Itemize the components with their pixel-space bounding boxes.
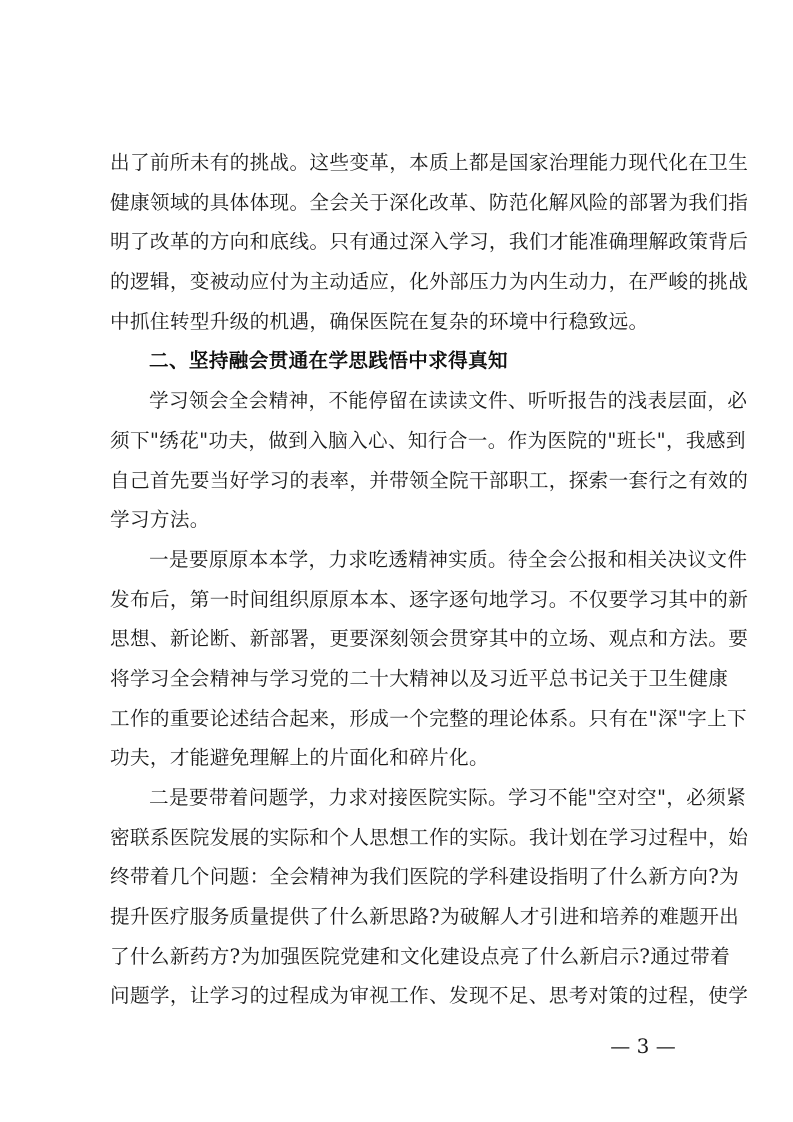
- text-line: 二是要带着问题学，力求对接医院实际。学习不能"空对空"，必须紧: [149, 786, 747, 809]
- text-line: 终带着几个问题：全会精神为我们医院的学科建设指明了什么新方向?为: [110, 865, 740, 889]
- text-line: 密联系医院发展的实际和个人思想工作的实际。我计划在学习过程中，始: [110, 825, 749, 849]
- text-line: 功夫，才能避免理解上的片面化和碎片化。: [110, 746, 489, 770]
- text-line: 学习领会全会精神，不能停留在读读文件、听听报告的浅表层面，必: [149, 389, 748, 413]
- text-line: 了什么新药方?为加强医院党建和文化建设点亮了什么新启示?通过带着: [110, 944, 731, 968]
- text-line: 出了前所未有的挑战。这些变革，本质上都是国家治理能力现代化在卫生: [110, 151, 749, 174]
- text-line: 明了改革的方向和底线。只有通过深入学习，我们才能准确理解政策背后: [110, 230, 749, 254]
- text-line: 思想、新论断、新部署，更要深刻领会贯穿其中的立场、观点和方法。要: [110, 627, 749, 651]
- section-heading: 二、坚持融会贯通在学思践悟中求得真知: [149, 349, 508, 373]
- text-line: 工作的重要论述结合起来，形成一个完整的理论体系。只有在"深"字上下: [110, 706, 747, 730]
- text-line: 将学习全会精神与学习党的二十大精神以及习近平总书记关于卫生健康: [110, 666, 729, 690]
- text-line: 须下"绣花"功夫，做到入脑入心、知行合一。作为医院的"班长"，我感到: [110, 428, 746, 452]
- body-text: [110, 143, 749, 1016]
- text-line: 中抓住转型升级的机遇，确保医院在复杂的环境中行稳致远。: [110, 309, 649, 333]
- text-line: 的逻辑，变被动应付为主动适应，化外部压力为内生动力，在严峻的挑战: [110, 270, 749, 294]
- text-line: 自己首先要当好学习的表率，并带领全院干部职工，探索一套行之有效的: [110, 468, 749, 492]
- page-number: — 3 —: [610, 1034, 676, 1058]
- text-line: 健康领域的具体体现。全会关于深化改革、防范化解风险的部署为我们指: [110, 190, 749, 214]
- text-line: 问题学，让学习的过程成为审视工作、发现不足、思考对策的过程，使学: [110, 984, 749, 1008]
- text-line: 一是要原原本本学，力求吃透精神实质。待全会公报和相关决议文件: [149, 547, 748, 571]
- text-line: 学习方法。: [110, 508, 210, 532]
- text-line: 发布后，第一时间组织原原本本、逐字逐句地学习。不仅要学习其中的新: [110, 587, 749, 611]
- text-line: 提升医疗服务质量提供了什么新思路?为破解人才引进和培养的难题开出: [110, 905, 740, 929]
